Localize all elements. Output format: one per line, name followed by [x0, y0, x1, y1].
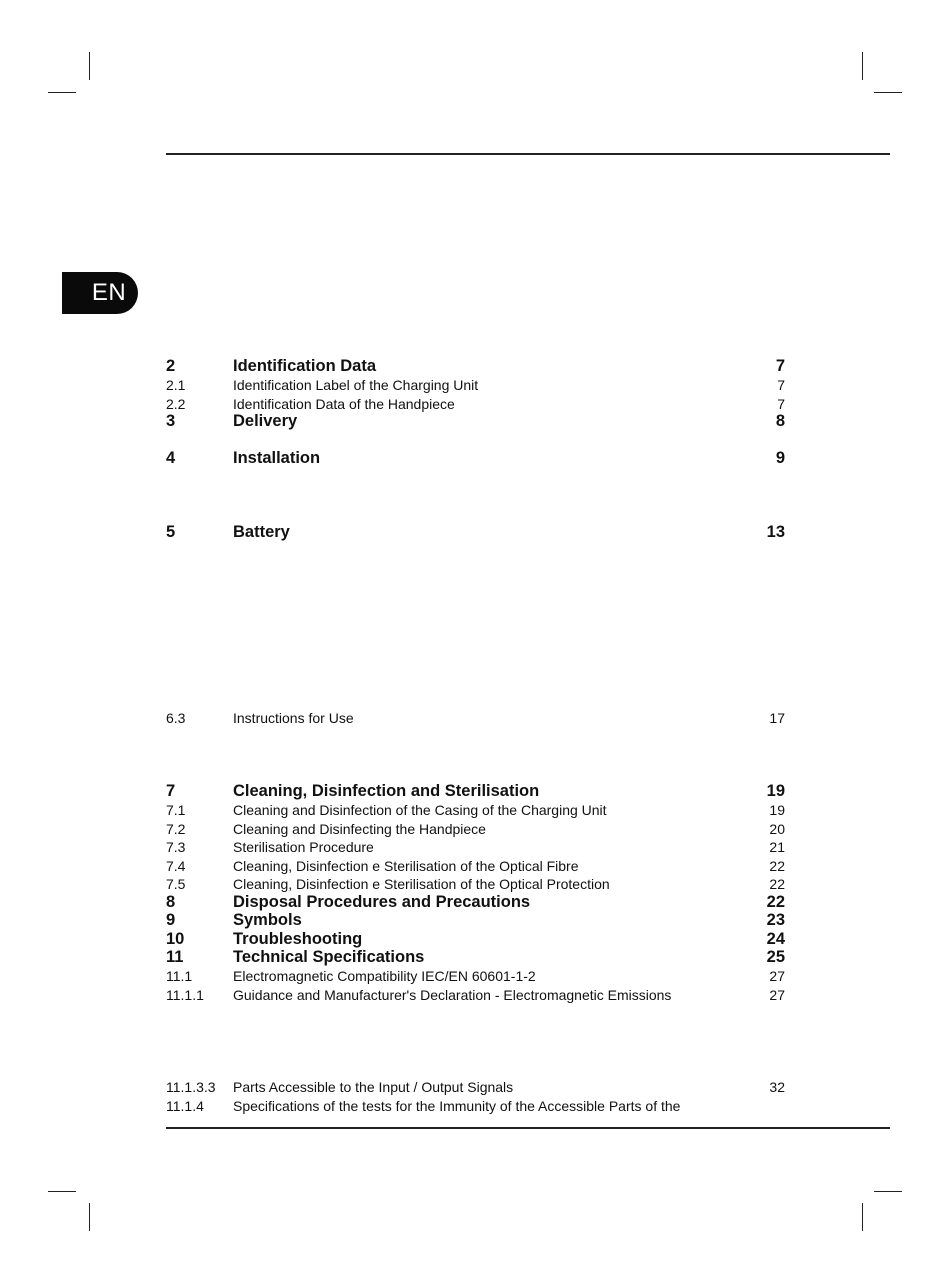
- crop-mark: [874, 1191, 902, 1192]
- toc-number: 7.3: [166, 839, 186, 855]
- toc-title: Cleaning, Disinfection e Sterilisation of the Optical Fibre: [233, 858, 579, 874]
- toc-number: 9: [166, 911, 176, 929]
- toc-page: 32: [769, 1079, 785, 1095]
- toc-entry[interactable]: [166, 874, 785, 894]
- toc-entry[interactable]: [166, 522, 785, 542]
- crop-mark: [89, 1203, 90, 1231]
- toc-entry[interactable]: [166, 856, 785, 876]
- toc-number: 6.3: [166, 710, 186, 726]
- toc-title: Symbols: [233, 911, 302, 929]
- toc-number: 3: [166, 412, 176, 430]
- toc-number: 7.5: [166, 876, 186, 892]
- toc-title: Delivery: [233, 412, 298, 430]
- toc-entry[interactable]: [166, 375, 785, 395]
- toc-page: 13: [766, 523, 785, 541]
- toc-page: 19: [766, 782, 785, 800]
- toc-number: 2.1: [166, 377, 186, 393]
- crop-mark: [874, 92, 902, 93]
- toc-page: 17: [769, 710, 785, 726]
- toc-page: 8: [775, 412, 785, 430]
- toc-number: 11: [166, 948, 184, 966]
- toc-number: 7.1: [166, 802, 186, 818]
- toc-entry[interactable]: [166, 985, 785, 1005]
- toc-entry[interactable]: [166, 800, 785, 820]
- toc-page: 7: [777, 377, 785, 393]
- crop-mark: [862, 52, 863, 80]
- footer-rule: [166, 1127, 890, 1129]
- toc-number: 2.2: [166, 396, 186, 412]
- toc-entry[interactable]: [166, 892, 785, 912]
- toc-number: 7: [166, 782, 176, 800]
- toc-page: 27: [769, 987, 785, 1003]
- toc-number: 5: [166, 523, 176, 541]
- toc-title: Sterilisation Procedure: [233, 839, 374, 855]
- toc-number: 7.2: [166, 821, 186, 837]
- toc-entry[interactable]: [166, 1077, 785, 1097]
- toc-page: 25: [766, 948, 785, 966]
- crop-mark: [48, 1191, 76, 1192]
- toc-page: 7: [775, 357, 785, 375]
- toc-page: 22: [769, 876, 785, 892]
- toc-entry[interactable]: [166, 448, 785, 468]
- toc-number: 8: [166, 893, 176, 911]
- toc-entry[interactable]: [166, 819, 785, 839]
- toc-title: Cleaning and Disinfection of the Casing of the Charging Unit: [233, 802, 607, 818]
- toc-entry[interactable]: [166, 708, 785, 728]
- toc-title: Disposal Procedures and Precautions: [233, 893, 531, 911]
- toc-page: 20: [769, 821, 785, 837]
- toc-number: 11.1.3.3: [166, 1079, 216, 1095]
- toc-number: 7.4: [166, 858, 186, 874]
- toc-page: 21: [769, 839, 785, 855]
- toc-entry[interactable]: [166, 781, 785, 801]
- toc-page: 19: [769, 802, 785, 818]
- toc-entry[interactable]: [166, 947, 785, 967]
- crop-mark: [862, 1203, 863, 1231]
- toc-page: 22: [766, 893, 785, 911]
- toc-title: Installation: [233, 449, 321, 467]
- toc-page: 22: [769, 858, 785, 874]
- toc-page: 27: [769, 968, 785, 984]
- toc-entry[interactable]: [166, 411, 785, 431]
- toc-entry[interactable]: [166, 910, 785, 930]
- toc-title: Parts Accessible to the Input / Output Signals: [233, 1079, 514, 1095]
- toc-number: 4: [166, 449, 176, 467]
- crop-mark: [48, 92, 76, 93]
- crop-mark: [89, 52, 90, 80]
- toc-page: 9: [775, 449, 785, 467]
- toc-title: Identification Data of the Handpiece: [233, 396, 455, 412]
- toc-number: 11.1: [166, 968, 193, 984]
- header-rule: [166, 153, 890, 155]
- toc-page: 7: [777, 396, 785, 412]
- toc-page: 23: [766, 911, 785, 929]
- toc-entry[interactable]: [166, 966, 785, 986]
- toc-title: Technical Specifications: [233, 948, 425, 966]
- toc-entry[interactable]: [166, 1096, 785, 1116]
- toc-entry[interactable]: [166, 929, 785, 949]
- toc-title: Electromagnetic Compatibility IEC/EN 60601-1-2: [233, 968, 536, 984]
- toc-title: Specifications of the tests for the Immunity of the Accessible Parts of the: [233, 1098, 681, 1114]
- toc-page: 24: [766, 930, 785, 948]
- toc-title: Troubleshooting: [233, 930, 363, 948]
- toc-number: 10: [166, 930, 185, 948]
- toc-entry[interactable]: [166, 837, 785, 857]
- language-tab: EN: [62, 272, 138, 314]
- toc-number: 11.1.1: [166, 987, 204, 1003]
- toc-title: Guidance and Manufacturer's Declaration - Electromagnetic Emissions: [233, 987, 672, 1003]
- toc-title: Cleaning and Disinfecting the Handpiece: [233, 821, 486, 837]
- toc-number: 2: [166, 357, 176, 375]
- toc-title: Cleaning, Disinfection e Sterilisation of the Optical Protection: [233, 876, 610, 892]
- toc-entry[interactable]: [166, 356, 785, 376]
- toc-title: Identification Label of the Charging Unit: [233, 377, 479, 393]
- toc-title: Cleaning, Disinfection and Sterilisation: [233, 782, 540, 800]
- toc-title: Identification Data: [233, 357, 377, 375]
- toc-title: Instructions for Use: [233, 710, 354, 726]
- toc-number: 11.1.4: [166, 1098, 204, 1114]
- toc-title: Battery: [233, 523, 290, 541]
